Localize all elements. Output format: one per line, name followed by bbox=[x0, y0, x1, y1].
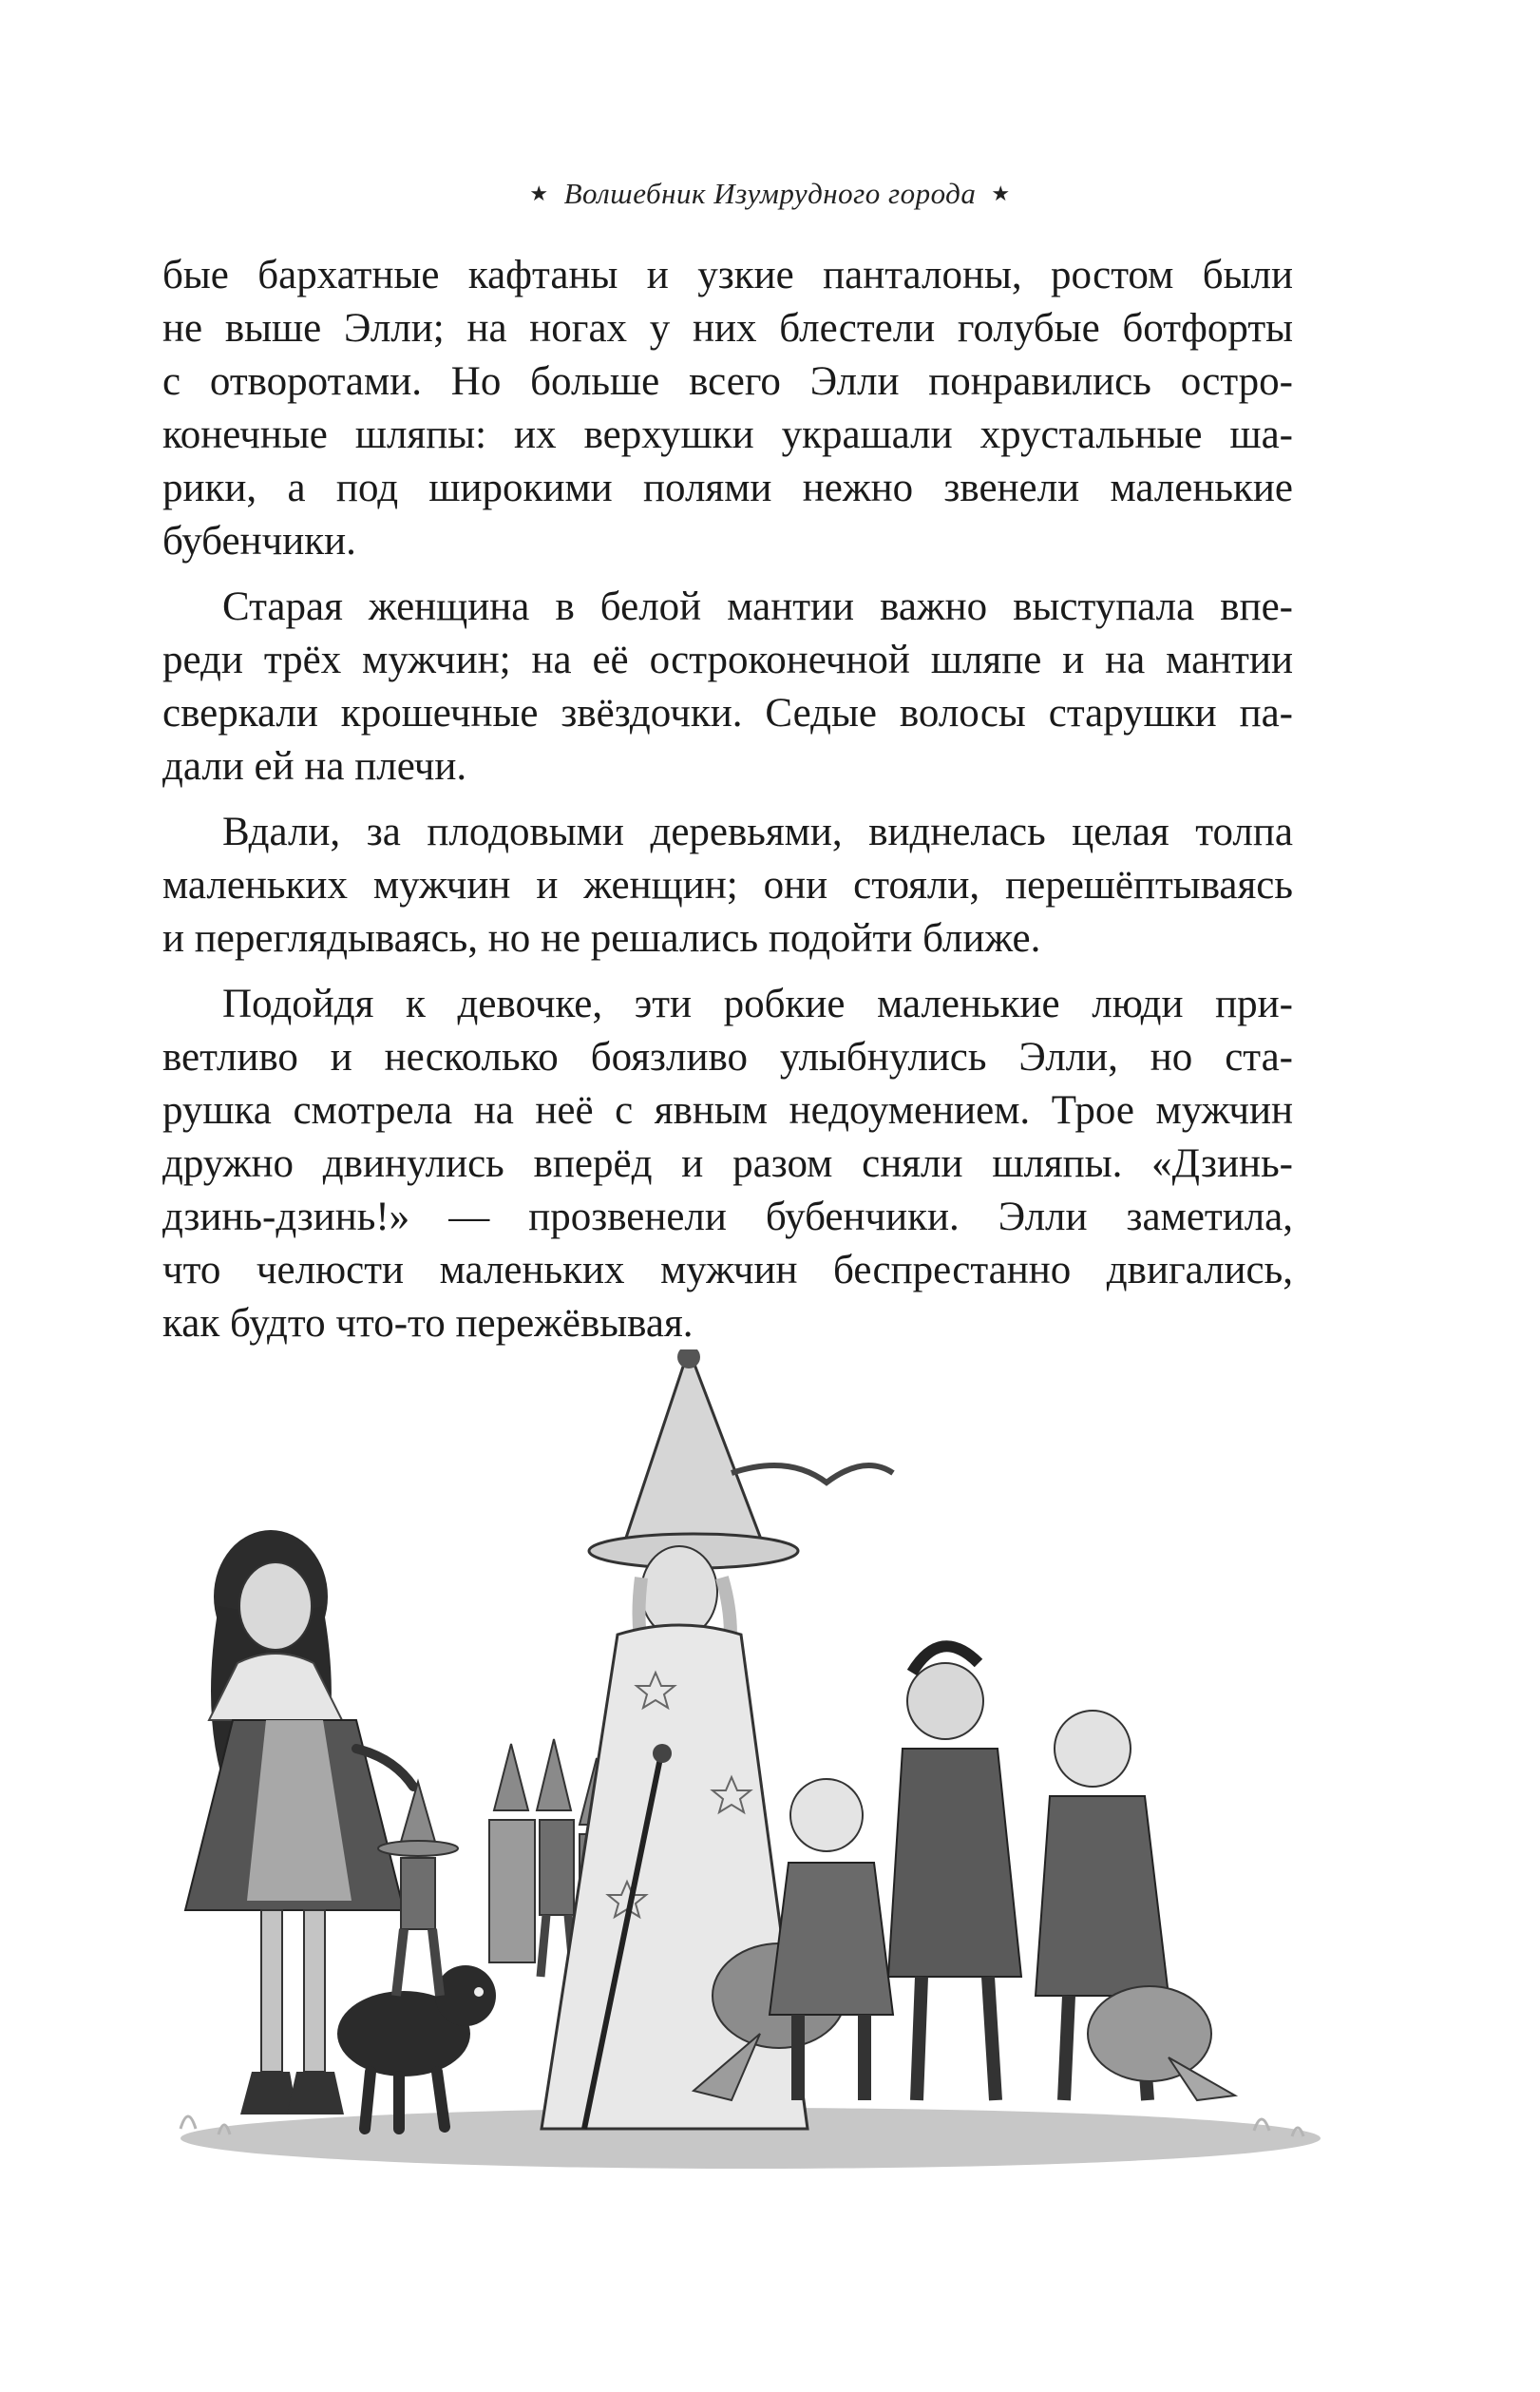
paragraph bbox=[162, 806, 1293, 966]
text-line: маленьких мужчин и женщин; они стояли, перешёптываясь bbox=[162, 863, 1293, 908]
body-text bbox=[162, 249, 1293, 1363]
text-line: Подойдя к девочке, эти робкие маленькие люди при- bbox=[222, 982, 1293, 1026]
three-men-figures bbox=[694, 1646, 1235, 2100]
text-line: рики, а под широкими полями нежно звенели маленькие bbox=[162, 466, 1293, 510]
text-line: с отворотами. Но больше всего Элли понравились остро- bbox=[162, 359, 1293, 404]
illustration-drawing bbox=[162, 1349, 1340, 2195]
text-line: сверкали крошечные звёздочки. Седые волосы старушки па- bbox=[162, 691, 1293, 736]
paragraph bbox=[162, 249, 1293, 568]
dog-figure bbox=[337, 1965, 496, 2129]
text-line: реди трёх мужчин; на её остроконечной шляпе и на мантии bbox=[162, 638, 1293, 682]
text-line: конечные шляпы: их верхушки украшали хрустальные ша- bbox=[162, 412, 1293, 457]
illustration bbox=[162, 1349, 1340, 2195]
text-line: бубенчики. bbox=[162, 519, 356, 564]
text-line: дзинь-дзинь!» — прозвенели бубенчики. Элли заметила, bbox=[162, 1195, 1293, 1239]
text-line: как будто что-то пережёвывая. bbox=[162, 1301, 694, 1346]
text-line: не выше Элли; на ногах у них блестели голубые ботфорты bbox=[162, 306, 1293, 351]
star-ornament-left: ★ bbox=[529, 182, 549, 205]
paragraph bbox=[162, 581, 1293, 794]
text-line: Старая женщина в белой мантии важно выступала впе- bbox=[222, 584, 1293, 629]
star-ornament-right: ★ bbox=[991, 182, 1011, 205]
text-line: что челюсти маленьких мужчин беспрестанно двигались, bbox=[162, 1248, 1293, 1292]
paragraph bbox=[162, 978, 1293, 1350]
book-title: Волшебник Изумрудного города bbox=[563, 177, 977, 210]
text-line: бые бархатные кафтаны и узкие панталоны, ростом были bbox=[162, 253, 1293, 297]
text-line: и переглядываясь, но не решались подойти ближе. bbox=[162, 916, 1041, 961]
text-line: дружно двинулись вперёд и разом сняли шляпы. «Дзинь- bbox=[162, 1141, 1293, 1186]
text-line: рушка смотрела на неё с явным недоумением. Трое мужчин bbox=[162, 1088, 1293, 1133]
text-line: Вдали, за плодовыми деревьями, виднелась целая толпа bbox=[222, 810, 1293, 854]
text-line: ветливо и несколько боязливо улыбнулись Элли, но ста- bbox=[162, 1035, 1293, 1080]
running-header bbox=[0, 177, 1540, 211]
text-line: дали ей на плечи. bbox=[162, 744, 467, 789]
